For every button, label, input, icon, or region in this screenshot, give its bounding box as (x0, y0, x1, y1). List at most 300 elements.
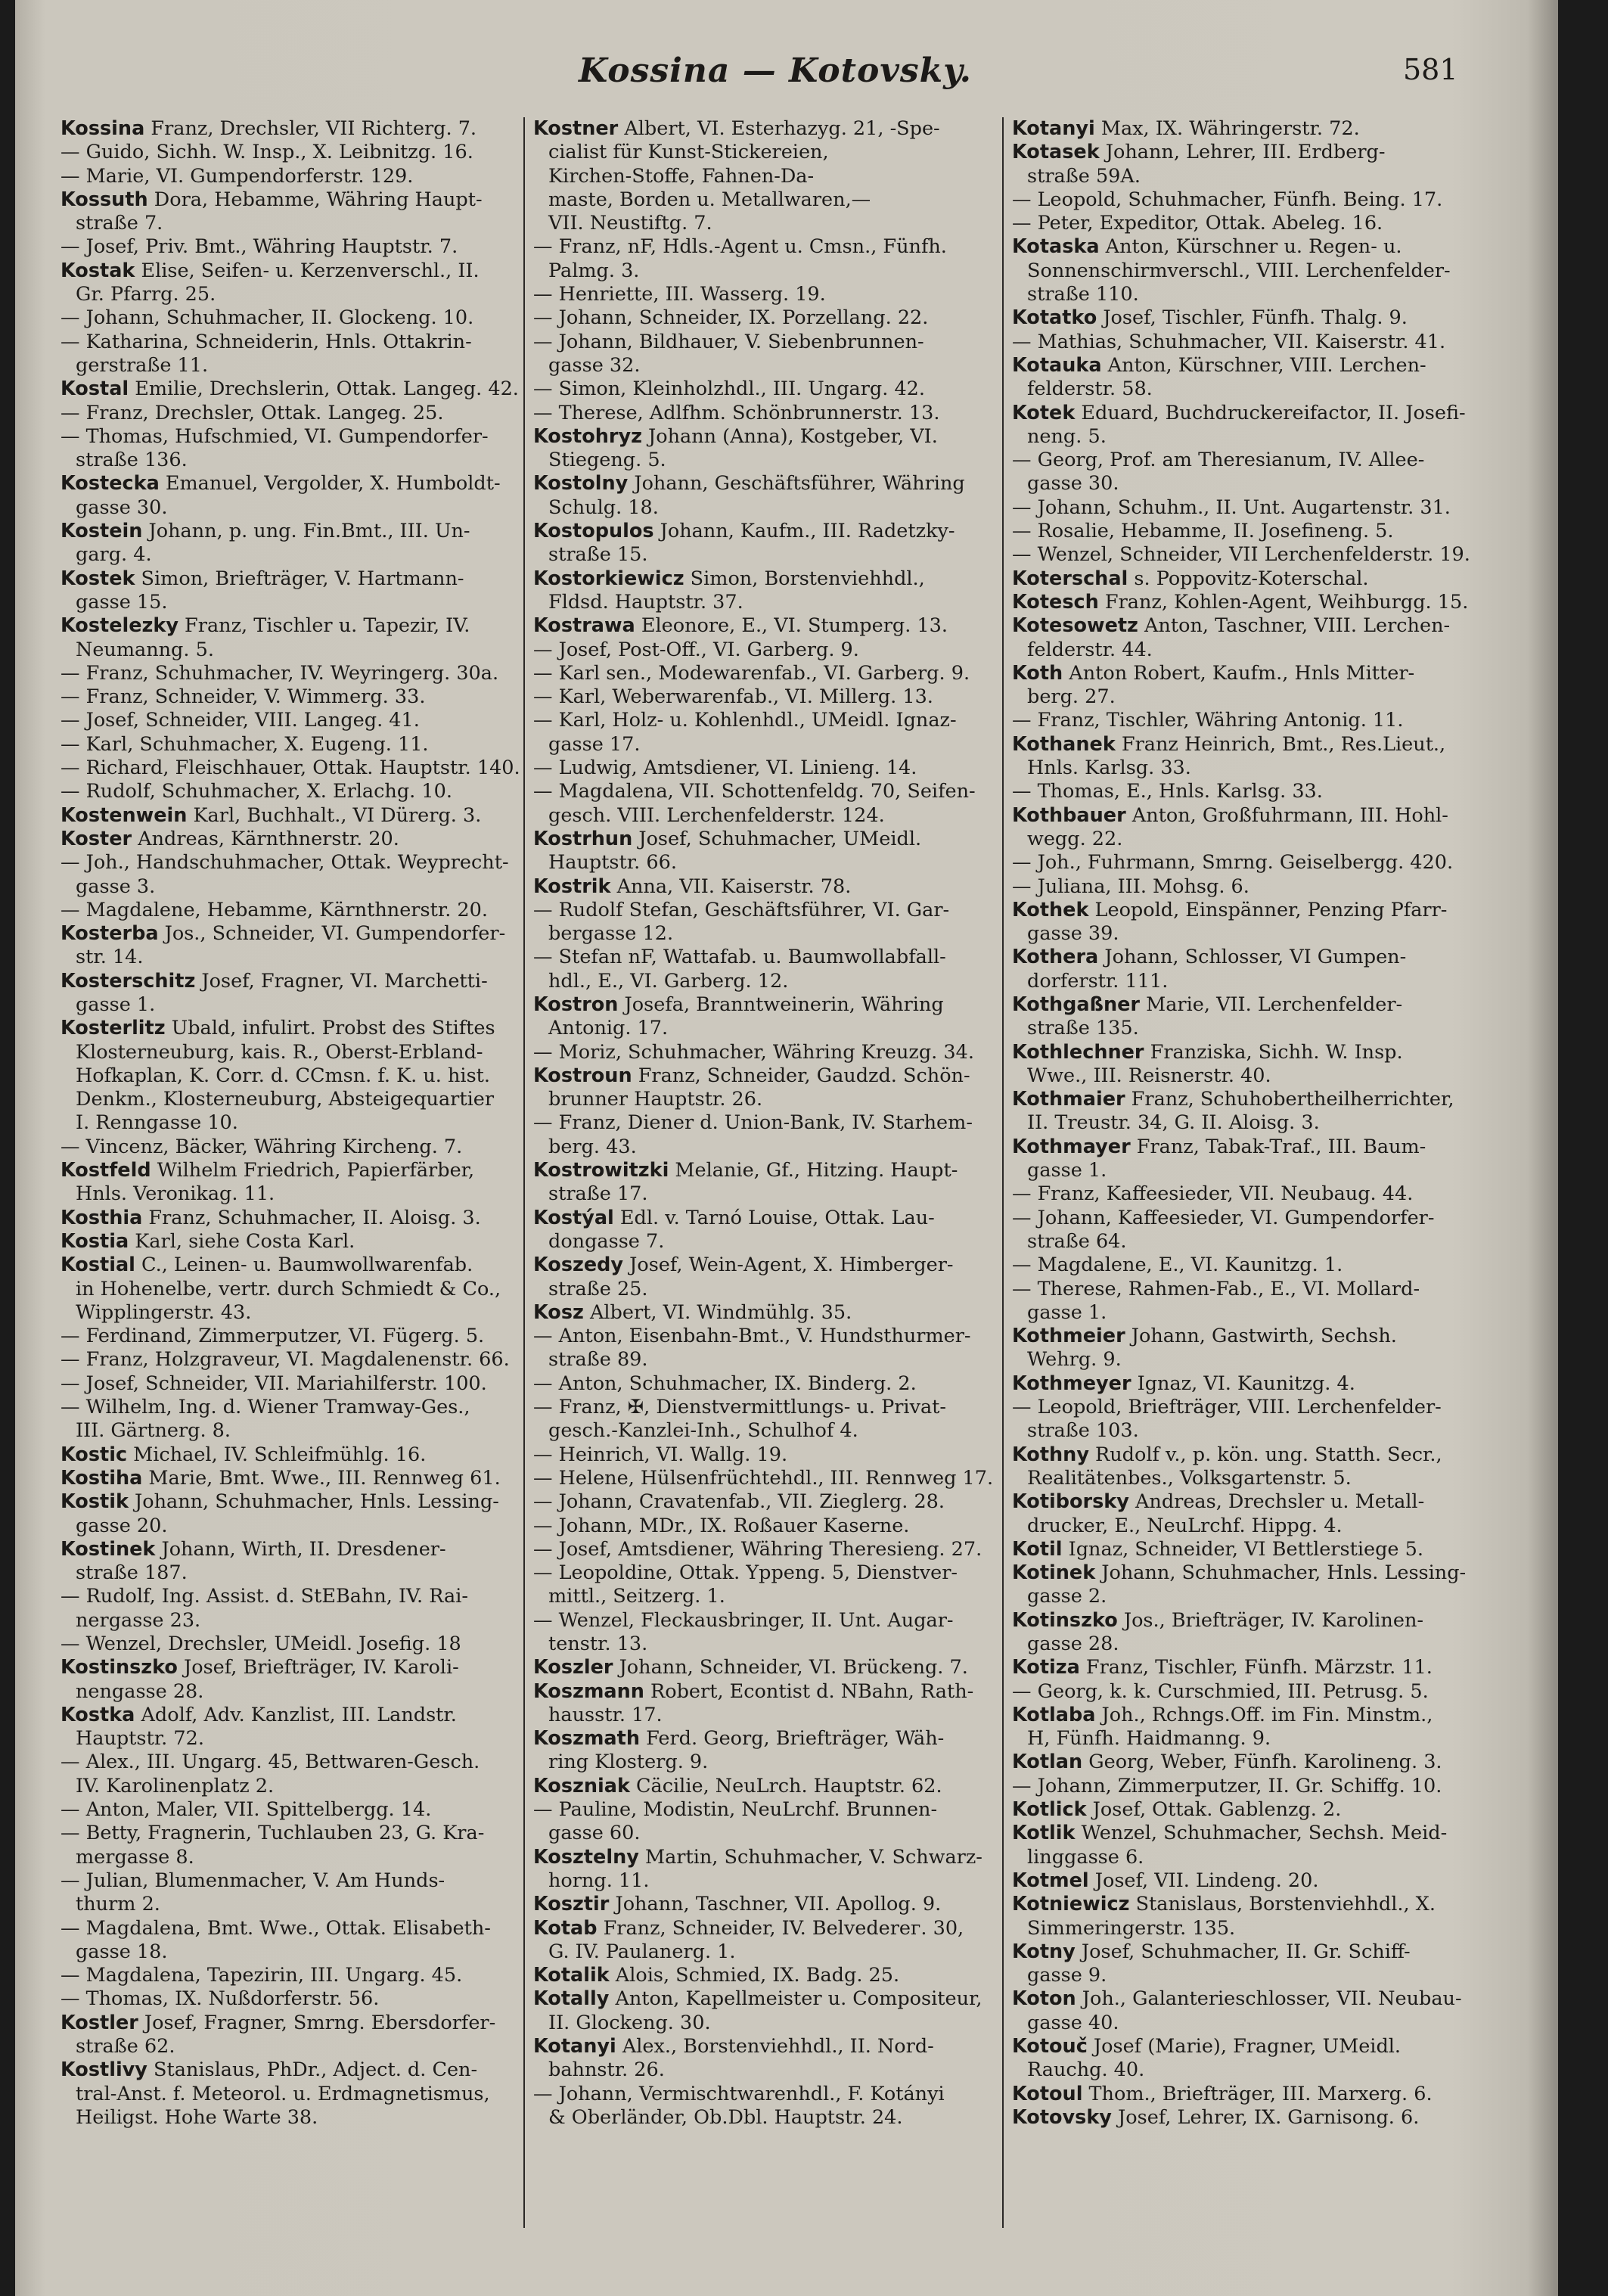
directory-line (61, 235, 529, 259)
entry-text: Antonig. 17. (548, 1017, 669, 1040)
entry-surname: Kotlik (1012, 1822, 1076, 1845)
directory-line (61, 1017, 529, 1040)
directory-line (1012, 1325, 1481, 1348)
directory-line (1012, 1467, 1481, 1490)
entry-surname: Kotauka (1012, 353, 1102, 377)
entry-text: Wipplingerstr. 43. (76, 1300, 252, 1324)
entry-text: gasse 18. (76, 1940, 168, 1963)
directory-line (61, 1301, 529, 1325)
entry-surname: Kostenwein (61, 803, 188, 827)
directory-line (533, 1680, 1010, 1704)
directory-line (1012, 922, 1481, 946)
entry-text: Elise, Seifen- u. Kerzenverschl., II. (135, 259, 480, 282)
directory-line (533, 1515, 1010, 1538)
directory-line (1012, 1396, 1481, 1419)
entry-text: berg. 27. (1027, 685, 1116, 709)
directory-line (533, 472, 1010, 496)
entry-text: gasse 40. (1027, 2011, 1119, 2034)
entry-text: Alex., Borstenviehhdl., II. Nord- (616, 2035, 934, 2058)
entry-text: — Stefan nF, Wattafab. u. Baumwollabfall- (533, 946, 946, 969)
entry-text: — Josef, Amtsdiener, Währing Theresieng. 27. (533, 1537, 982, 1561)
directory-line (533, 212, 1010, 235)
entry-surname: Kostinek (61, 1537, 156, 1561)
directory-line (533, 638, 1010, 662)
entry-text: — Simon, Kleinholzhdl., III. Ungarg. 42. (533, 377, 926, 401)
entry-text: — Ferdinand, Zimmerputzer, VI. Fügerg. 5. (61, 1325, 485, 1348)
entry-surname: Kotinek (1012, 1561, 1096, 1585)
directory-line (1012, 425, 1481, 449)
directory-line (533, 2035, 1010, 2058)
directory-line (61, 165, 529, 188)
directory-line (1012, 1348, 1481, 1372)
entry-text: gasse 39. (1027, 922, 1119, 946)
entry-text: dongasse 7. (548, 1229, 665, 1253)
entry-text: garg. 4. (76, 543, 152, 567)
directory-line (533, 1869, 1010, 1893)
directory-line (533, 165, 1010, 188)
entry-text: — Leopold, Schuhmacher, Fünfh. Being. 17. (1012, 188, 1443, 211)
directory-line (61, 1159, 529, 1182)
entry-surname: Kotek (1012, 401, 1076, 424)
directory-line (533, 1467, 1010, 1490)
entry-surname: Kotmel (1012, 1869, 1089, 1892)
entry-text: Johann, Schneider, VI. Brückeng. 7. (613, 1656, 968, 1679)
entry-text: — Johann, Bildhauer, V. Siebenbrunnen- (533, 330, 924, 353)
directory-line (61, 1041, 529, 1064)
directory-line (1012, 567, 1481, 591)
entry-text: IV. Karolinenplatz 2. (76, 1774, 275, 1797)
directory-line (1012, 1207, 1481, 1230)
entry-text: I. Renngasse 10. (76, 1111, 238, 1135)
directory-line (1012, 899, 1481, 922)
entry-surname: Koton (1012, 1987, 1076, 2011)
entry-surname: Kostia (61, 1229, 129, 1253)
entry-surname: Kothmaier (1012, 1088, 1125, 1111)
directory-line (1012, 1159, 1481, 1182)
entry-surname: Koszmann (533, 1679, 644, 1703)
entry-text: — Guido, Sichh. W. Insp., X. Leibnitzg. 16. (61, 141, 473, 164)
entry-text: straße 64. (1027, 1229, 1127, 1253)
directory-line (533, 1538, 1010, 1561)
entry-text: s. Poppovitz-Koterschal. (1128, 567, 1369, 590)
directory-line (1012, 1443, 1481, 1467)
entry-surname: Kotatko (1012, 306, 1097, 330)
entry-text: Franz, Schuhobertheilherrichter, (1125, 1088, 1454, 1111)
directory-line (61, 2058, 529, 2082)
entry-text: drucker, E., NeuLrchf. Hippg. 4. (1027, 1514, 1343, 1537)
entry-text: Ubald, infulirt. Probst des Stiftes (165, 1017, 495, 1040)
entry-surname: Koszedy (533, 1254, 624, 1277)
directory-line (1012, 2083, 1481, 2106)
entry-text: — Franz, Tischler, Währing Antonig. 11. (1012, 709, 1404, 732)
entry-text: straße 103. (1027, 1419, 1139, 1443)
entry-text: — Franz, Diener d. Union-Bank, IV. Starhem- (533, 1111, 973, 1135)
directory-line (1012, 496, 1481, 520)
entry-surname: Kotally (533, 1987, 610, 2011)
directory-line (1012, 212, 1481, 235)
directory-line (61, 828, 529, 851)
entry-text: — Magdalena, Bmt. Wwe., Ottak. Elisabeth- (61, 1916, 491, 1940)
entry-text: Fldsd. Hauptstr. 37. (548, 590, 743, 614)
directory-line (533, 283, 1010, 306)
entry-text: gasse 28. (1027, 1633, 1119, 1655)
entry-text: — Vincenz, Bäcker, Währing Kircheng. 7. (61, 1135, 463, 1158)
entry-text: Anton Robert, Kaufm., Hnls Mitter- (1063, 661, 1415, 685)
entry-text: — Josef, Post-Off., VI. Garberg. 9. (533, 638, 859, 661)
entry-text: Wenzel, Schuhmacher, Sechsh. Meid- (1075, 1822, 1448, 1845)
entry-text: — Thomas, Hufschmied, VI. Gumpendorfer- (61, 424, 489, 448)
entry-surname: Kostinszko (61, 1656, 178, 1679)
entry-surname: Kostopulos (533, 520, 654, 543)
directory-line (61, 1869, 529, 1893)
entry-text: Wwe., III. Reisnerstr. 40. (1027, 1064, 1271, 1087)
entry-text: Johann, Schuhmacher, Hnls. Lessing- (1095, 1561, 1467, 1585)
entry-surname: Kothgaßner (1012, 993, 1140, 1016)
directory-line (61, 591, 529, 614)
entry-surname: Kotab (533, 1916, 598, 1940)
entry-text: II. Treustr. 34, G. II. Aloisg. 3. (1027, 1111, 1320, 1135)
entry-text: — Thomas, IX. Nußdorferstr. 56. (61, 1987, 380, 2011)
directory-line (1012, 1064, 1481, 1088)
entry-surname: Kotiza (1012, 1656, 1080, 1679)
directory-line (1012, 780, 1481, 803)
directory-line (61, 1727, 529, 1751)
entry-text: cialist für Kunst-Stickereien, (548, 141, 829, 164)
entry-surname: Kostler (61, 2011, 138, 2034)
directory-line (1012, 2106, 1481, 2130)
directory-line (61, 875, 529, 899)
entry-text: Dora, Hebamme, Währing Haupt- (147, 188, 483, 211)
entry-text: — Johann, Zimmerputzer, II. Gr. Schiffg. 10. (1012, 1774, 1442, 1797)
directory-line (61, 1775, 529, 1798)
entry-text: tral-Anst. f. Meteorol. u. Erdmagnetismus, (76, 2082, 490, 2105)
entry-text: Ignaz, VI. Kaunitzg. 4. (1131, 1372, 1355, 1395)
directory-line (61, 1207, 529, 1230)
entry-text: H, Fünfh. Haidmanng. 9. (1027, 1727, 1271, 1751)
directory-line (1012, 757, 1481, 780)
directory-line (533, 1585, 1010, 1608)
directory-line (1012, 1727, 1481, 1751)
directory-line (1012, 1561, 1481, 1585)
entry-surname: Kotlan (1012, 1751, 1083, 1774)
entry-surname: Kothmeyer (1012, 1372, 1131, 1395)
entry-surname: Koth (1012, 661, 1063, 685)
entry-text: Cäcilie, NeuLrch. Hauptstr. 62. (629, 1774, 942, 1797)
entry-surname: Kostik (61, 1490, 129, 1514)
directory-line (533, 685, 1010, 709)
directory-line (1012, 1017, 1481, 1040)
entry-text: — Karl, Holz- u. Kohlenhdl., UMeidl. Ignaz- (533, 709, 957, 732)
directory-line (1012, 1515, 1481, 1538)
entry-surname: Koszmath (533, 1727, 640, 1751)
directory-line (1012, 685, 1481, 709)
entry-text: Johann, Lehrer, III. Erdberg- (1099, 141, 1386, 164)
entry-text: Franz, Schneider, IV. Belvederег. 30, (597, 1916, 964, 1940)
directory-line (1012, 449, 1481, 472)
directory-line (61, 331, 529, 354)
entry-text: horng. 11. (548, 1869, 650, 1892)
directory-line (1012, 1041, 1481, 1064)
entry-text: Anton, Taschner, VIII. Lerchen- (1138, 614, 1451, 638)
entry-text: Anna, VII. Kaiserstr. 78. (610, 875, 852, 898)
entry-text: — Magdalena, VII. Schottenfeldg. 70, Seifen- (533, 780, 976, 803)
entry-text: gasse 32. (548, 353, 641, 377)
entry-text: — Johann, Schneider, IX. Porzellang. 22. (533, 306, 929, 330)
column-3 (1012, 117, 1481, 2266)
entry-text: — Magdalena, Tapezirin, III. Ungarg. 45. (61, 1964, 463, 1987)
entry-text: neng. 5. (1027, 424, 1107, 448)
entry-surname: Kothmeier (1012, 1325, 1125, 1348)
entry-text: Franz Heinrich, Bmt., Res.Lieut., (1115, 732, 1446, 756)
directory-line (533, 331, 1010, 354)
directory-line (533, 662, 1010, 685)
entry-surname: Kostelezky (61, 614, 178, 638)
entry-text: Thom., Briefträger, III. Marxerg. 6. (1082, 2082, 1433, 2105)
directory-line (533, 354, 1010, 377)
directory-line (61, 1964, 529, 1987)
entry-text: thurm 2. (76, 1893, 160, 1916)
directory-line (533, 117, 1010, 141)
directory-line (533, 1893, 1010, 1916)
entry-surname: Kosterlitz (61, 1017, 166, 1040)
directory-line (533, 1230, 1010, 1254)
entry-text: Hofkaplan, K. Corr. d. CCmsn. f. K. u. hist. (76, 1064, 491, 1087)
directory-line (533, 946, 1010, 969)
directory-line (61, 117, 529, 141)
directory-line (533, 804, 1010, 828)
directory-line (61, 1798, 529, 1822)
entry-text: Josef, Lehrer, IX. Garnisong. 6. (1111, 2105, 1420, 2129)
entry-text: straße 62. (76, 2035, 175, 2058)
entry-text: — Rudolf Stefan, Geschäftsführer, VI. Gar- (533, 898, 950, 921)
entry-text: — Richard, Fleischhauer, Ottak. Hauptstr. 140. (61, 757, 520, 780)
directory-line (61, 993, 529, 1017)
entry-text: III. Gärtnerg. 8. (76, 1419, 231, 1443)
directory-line (61, 259, 529, 283)
directory-line (533, 1987, 1010, 2011)
directory-line (1012, 1822, 1481, 1845)
directory-line (61, 1490, 529, 1514)
entry-text: Joh., Rchngs.Off. im Fin. Minstm., (1095, 1703, 1433, 1726)
entry-surname: Kostrik (533, 875, 611, 898)
entry-text: gasse 30. (1027, 472, 1119, 496)
directory-line (1012, 709, 1481, 732)
directory-line (61, 141, 529, 164)
directory-line (533, 1822, 1010, 1845)
entry-text: gasse 2. (1027, 1585, 1107, 1608)
directory-line (61, 449, 529, 472)
entry-text: Wehrg. 9. (1027, 1348, 1122, 1372)
directory-line (61, 1230, 529, 1254)
directory-line (1012, 1230, 1481, 1254)
directory-line (533, 1278, 1010, 1301)
entry-surname: Kothbauer (1012, 803, 1126, 827)
directory-line (1012, 354, 1481, 377)
directory-line (533, 425, 1010, 449)
directory-line (533, 1846, 1010, 1869)
entry-text: Albert, VI. Esterhazyg. 21, -Spe- (618, 117, 940, 140)
directory-line (61, 946, 529, 969)
directory-line (533, 2106, 1010, 2130)
entry-surname: Kotiborsky (1012, 1490, 1129, 1514)
directory-line (533, 1798, 1010, 1822)
entry-text: felderstr. 44. (1027, 638, 1153, 661)
directory-line (1012, 993, 1481, 1017)
directory-line (1012, 283, 1481, 306)
entry-text: straße 15. (548, 543, 648, 567)
entry-surname: Kostiha (61, 1466, 143, 1490)
entry-text: mittl., Seitzerg. 1. (548, 1585, 725, 1608)
entry-text: — Therese, Rahmen-Fab., E., VI. Mollard- (1012, 1277, 1420, 1300)
entry-text: Johann, Schuhmacher, Hnls. Lessing- (128, 1490, 499, 1514)
directory-line (1012, 2035, 1481, 2058)
entry-surname: Kostfeld (61, 1159, 151, 1182)
entry-text: — Josef, Priv. Bmt., Währing Hauptstr. 7. (61, 235, 458, 259)
entry-surname: Kotalik (533, 1964, 610, 1987)
column-2 (533, 117, 1010, 2266)
entry-surname: Kotanyi (533, 2035, 616, 2058)
entry-text: straße 110. (1027, 283, 1139, 306)
entry-text: — Franz, nF, Hdls.-Agent u. Cmsn., Fünfh. (533, 235, 947, 259)
directory-line (1012, 165, 1481, 188)
entry-surname: Kostorkiewicz (533, 567, 684, 590)
running-title: Kossina — Kotovsky. (579, 51, 972, 90)
directory-line (61, 1987, 529, 2011)
entry-text: — Marie, VI. Gumpendorferstr. 129. (61, 164, 414, 188)
entry-text: — Franz, Schneider, V. Wimmerg. 33. (61, 685, 426, 709)
directory-line (533, 1609, 1010, 1633)
directory-line (1012, 543, 1481, 567)
directory-line (533, 306, 1010, 330)
entry-surname: Kothmayer (1012, 1135, 1131, 1158)
directory-line (61, 1893, 529, 1916)
entry-text: — Julian, Blumenmacher, V. Am Hunds- (61, 1869, 445, 1892)
entry-surname: Kostecka (61, 472, 160, 496)
entry-surname: Kostner (533, 117, 619, 140)
directory-line (533, 1561, 1010, 1585)
directory-line (533, 1207, 1010, 1230)
entry-text: gasse 15. (76, 590, 168, 614)
directory-line (61, 685, 529, 709)
entry-text: gasse 1. (1027, 1300, 1107, 1324)
directory-line (1012, 1798, 1481, 1822)
entry-surname: Kotasek (1012, 141, 1100, 164)
entry-text: — Joh., Fuhrmann, Smrng. Geiselbergg. 420. (1012, 851, 1454, 875)
entry-text: Hnls. Veronikag. 11. (76, 1182, 275, 1206)
entry-surname: Koszler (533, 1656, 613, 1679)
entry-text: Rudolf v., p. kön. ung. Statth. Secr., (1088, 1443, 1442, 1466)
directory-line (1012, 851, 1481, 875)
directory-line (61, 1372, 529, 1396)
directory-line (61, 1585, 529, 1608)
entry-text: — Anton, Schuhmacher, IX. Binderg. 2. (533, 1372, 917, 1395)
entry-text: Robert, Econtist d. NBahn, Rath- (644, 1679, 974, 1703)
directory-line (533, 1751, 1010, 1774)
entry-text: — Franz, Schuhmacher, IV. Weyringerg. 30a. (61, 661, 499, 685)
entry-text: Johann, Geschäftsführer, Währing (628, 472, 965, 496)
directory-line (61, 1656, 529, 1679)
entry-text: Johann, Kaufm., III. Radetzky- (653, 520, 955, 543)
entry-text: — Josef, Schneider, VII. Mariahilferstr. 100. (61, 1372, 487, 1395)
entry-text: G. IV. Paulanerg. 1. (548, 1940, 736, 1963)
directory-line (533, 496, 1010, 520)
entry-text: Johann, Schlosser, VI Gumpen- (1098, 946, 1407, 969)
entry-text: gasse 30. (76, 496, 168, 519)
entry-surname: Kotlick (1012, 1798, 1087, 1822)
entry-text: Andreas, Drechsler u. Metall- (1128, 1490, 1425, 1514)
entry-text: Franz, Kohlen-Agent, Weihburgg. 15. (1098, 590, 1469, 614)
entry-text: Hauptstr. 66. (548, 851, 677, 875)
entry-surname: Kostron (533, 993, 619, 1016)
entry-text: Franz, Schuhmacher, II. Aloisg. 3. (142, 1206, 481, 1229)
entry-text: straße 187. (76, 1561, 188, 1585)
directory-line (1012, 377, 1481, 401)
directory-line (533, 1940, 1010, 1964)
entry-text: — Franz, Holzgraveur, VI. Magdalenenstr. 66. (61, 1348, 510, 1372)
entry-text: gasse 1. (1027, 1159, 1107, 1182)
directory-line (1012, 1301, 1481, 1325)
entry-surname: Kothera (1012, 946, 1099, 969)
entry-surname: Kostlivy (61, 2058, 147, 2082)
entry-text: — Franz, Kaffeesieder, VII. Neubaug. 44. (1012, 1182, 1414, 1206)
directory-line (61, 638, 529, 662)
directory-line (533, 402, 1010, 425)
directory-line (533, 235, 1010, 259)
directory-line (61, 1419, 529, 1443)
entry-text: Franz, Schneider, Gaudzd. Schön- (632, 1064, 970, 1087)
directory-line (61, 567, 529, 591)
directory-line (533, 1017, 1010, 1040)
directory-line (61, 1538, 529, 1561)
entry-surname: Kostrawa (533, 614, 635, 638)
entry-text: — Wenzel, Schneider, VII Lerchenfelderstr. 19. (1012, 543, 1470, 567)
directory-line (61, 1396, 529, 1419)
entry-text: — Peter, Expeditor, Ottak. Abeleg. 16. (1012, 212, 1383, 235)
directory-line (1012, 306, 1481, 330)
entry-text: Melanie, Gf., Hitzing. Haupt- (669, 1159, 958, 1182)
entry-text: gerstraße 11. (76, 353, 209, 377)
directory-line (1012, 946, 1481, 969)
entry-text: — Johann, Cravatenfab., VII. Zieglerg. 28. (533, 1490, 945, 1514)
directory-line (1012, 1917, 1481, 1940)
directory-line (1012, 1940, 1481, 1964)
entry-surname: Kothek (1012, 898, 1089, 921)
directory-line (1012, 1585, 1481, 1608)
entry-surname: Koszniak (533, 1774, 630, 1797)
directory-line (533, 1372, 1010, 1396)
directory-line (1012, 1846, 1481, 1869)
entry-text: Stanislaus, PhDr., Adject. d. Cen- (147, 2058, 478, 2082)
entry-text: Sonnenschirmverschl., VIII. Lerchenfelder- (1027, 259, 1451, 282)
entry-text: bahnstr. 26. (548, 2058, 665, 2082)
entry-surname: Kostroun (533, 1064, 632, 1087)
entry-surname: Kotinszko (1012, 1608, 1118, 1632)
entry-text: — Helene, Hülsenfrüchtehdl., III. Rennweg 17. (533, 1466, 994, 1490)
entry-text: — Joh., Handschuhmacher, Ottak. Weyprecht- (61, 851, 509, 875)
entry-surname: Koster (61, 827, 132, 850)
directory-line (1012, 1633, 1481, 1656)
entry-text: gasse 20. (76, 1514, 168, 1537)
directory-line (533, 922, 1010, 946)
entry-text: Hnls. Karlsg. 33. (1027, 757, 1191, 780)
column-1 (61, 117, 529, 2266)
entry-text: Josef, Schuhmacher, UMeidl. (632, 827, 922, 850)
directory-line (1012, 1656, 1481, 1679)
entry-text: — Franz, Drechsler, Ottak. Langeg. 25. (61, 401, 444, 424)
directory-line (61, 804, 529, 828)
page-header (15, 51, 1558, 104)
entry-surname: Kotoul (1012, 2082, 1083, 2105)
